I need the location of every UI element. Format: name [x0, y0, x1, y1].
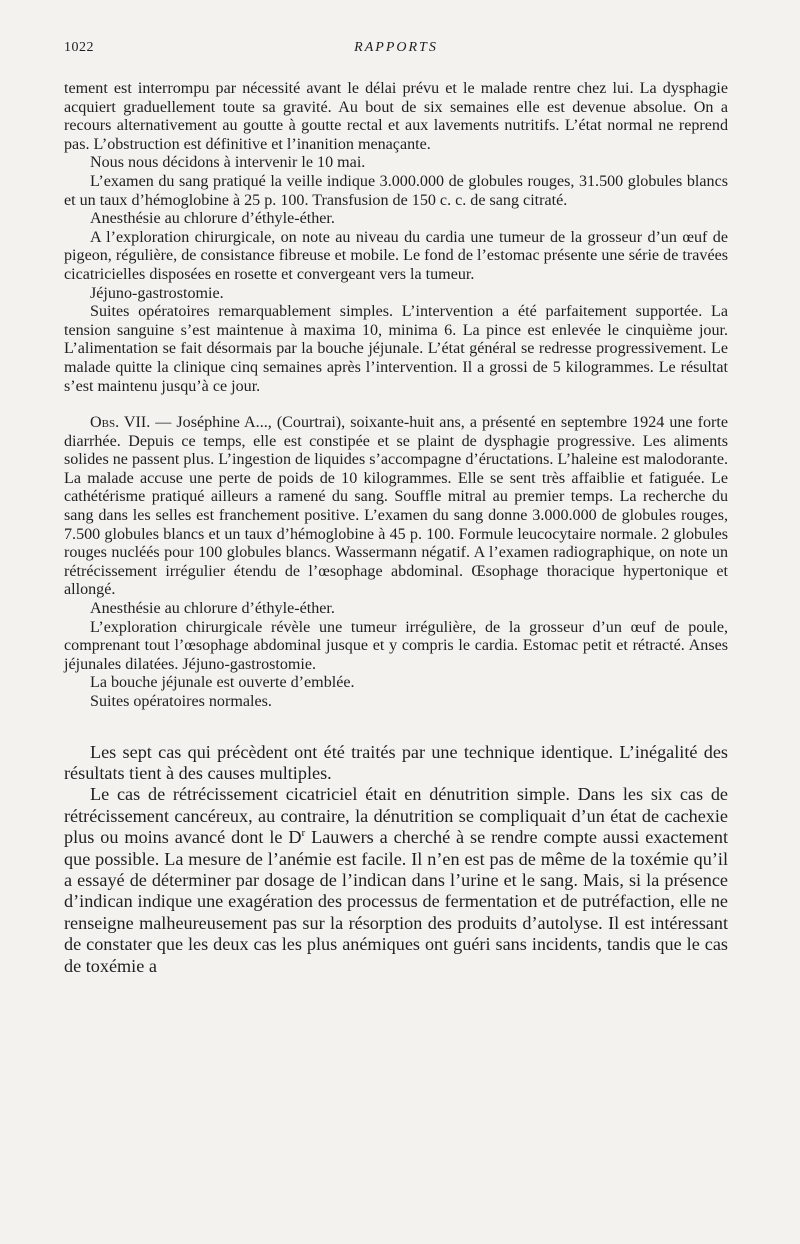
paragraph: Jéjuno-gastrostomie.: [90, 284, 224, 302]
paragraph-text: Le cas de rétrécissement cicatriciel était en dénutrition simple. Dans les six cas de rétrécissement cancéreux, au contraire, la dénutrition se compliquait d’un état de cachexie plus ou moins avancé dont le D: [64, 784, 728, 848]
running-title: RAPPORTS: [354, 40, 438, 55]
superscript: r: [301, 827, 306, 840]
running-header: [64, 36, 728, 62]
paragraph: La bouche jéjunale est ouverte d’emblée.: [90, 674, 355, 692]
paragraph: L’examen du sang pratiqué la veille indique 3.000.000 de globules rouges, 31.500 globules blancs et un taux d’hémoglobine à 25 p. 100. Transfusion de 150 c. c. de sang citraté.: [64, 172, 728, 209]
paragraph-text: Lauwers a cherché à se rendre compte aussi exactement que possible. La mesure de l’anémie est facile. Il n’en est pas de même de la toxémie qu’il a essayé de déterminer par dosage de l’indican dans l’urine et le sang. Mais, si la présence d’indican indique une exagération des processus de fermentation et de putréfaction, elle ne renseigne malheureusement pas sur la résorption des produits d’autolyse. Il est intéressant de constater que les deux cas les plus anémiques ont guéri sans incidents, tandis que le cas de toxémie a: [64, 827, 728, 976]
observation-intro: — Joséphine A..., (Courtrai), soixante-huit ans, a présenté en septembre 1924 une forte diarrhée. Depuis ce temps, elle est constipée et se plaint de dysphagie progressive. Les aliments solides ne passent plus. L’ingestion de liquides s’accompagne d’éructations. L’haleine est malodorante. La malade accuse une perte de poids de 10 kilogrammes. Elle se sent très affaiblie et fatiguée. Le cathétérisme pratiqué ailleurs a ramené du sang. Souffle mitral au premier temps. La recherche du sang dans les selles est franchement positive. L’examen du sang donne 3.000.000 de globules rouges, 7.500 globules blancs et un taux d’hémoglobine à 45 p. 100. Formule leucocytaire normale. 2 globules rouges nucléés pour 100 globules blancs. Wassermann négatif. A l’examen radiographique, on note un rétrécissement irrégulier étendu de l’œsophage abdominal. Œsophage thoracique hypertonique et allongé.: [64, 414, 729, 599]
observation-paragraph: [64, 414, 728, 600]
paragraph: [64, 784, 728, 977]
observation-label: Obs. VII.: [90, 414, 151, 432]
paragraph: tement est interrompu par nécessité avant le délai prévu et le malade rentre chez lui. La dysphagie acquiert graduellement toute sa gravité. Au bout de six semaines elle est devenue absolue. On a recours alternativement au goutte à goutte rectal et aux lavements nutritifs. L’état normal ne reprend pas. L’obstruction est définitive et l’inanition menaçante.: [64, 80, 728, 153]
paragraph: A l’exploration chirurgicale, on note au niveau du cardia une tumeur de la grosseur d’un œuf de pigeon, régulière, de consistance fibreuse et mobile. Le fond de l’estomac présente une série de travées cicatricielles disposées en rosette et convergeant vers la tumeur.: [64, 228, 728, 283]
paragraph: Nous nous décidons à intervenir le 10 mai.: [90, 154, 366, 172]
paragraph: Suites opératoires remarquablement simples. L’intervention a été parfaitement supportée. La tension sanguine s’est maintenue à maxima 10, minima 6. La pince est enlevée le cinquième jour. L’alimentation se fait désormais par la bouche jéjunale. L’état général se redresse progressivement. Le malade quitte la clinique cinq semaines après l’intervention. Il a grossi de 5 kilogrammes. Le résultat s’est maintenu jusqu’à ce jour.: [64, 303, 728, 395]
paragraph: Suites opératoires normales.: [90, 693, 272, 710]
case-text: [64, 80, 728, 712]
discussion-text: [64, 742, 728, 977]
paragraph: L’exploration chirurgicale révèle une tumeur irrégulière, de la grosseur d’un œuf de poule, comprenant tout l’œsophage abdominal jusque et y compris le cardia. Estomac petit et rétracté. Anses jéjunales dilatées. Jéjuno-gastrostomie.: [64, 618, 728, 673]
paragraph: Anesthésie au chlorure d’éthyle-éther.: [90, 600, 335, 618]
paragraph: Anesthésie au chlorure d’éthyle-éther.: [90, 210, 335, 228]
page-number: 1022: [64, 40, 94, 55]
paragraph: Les sept cas qui précèdent ont été traités par une technique identique. L’inégalité des résultats tient à des causes multiples.: [64, 741, 728, 783]
